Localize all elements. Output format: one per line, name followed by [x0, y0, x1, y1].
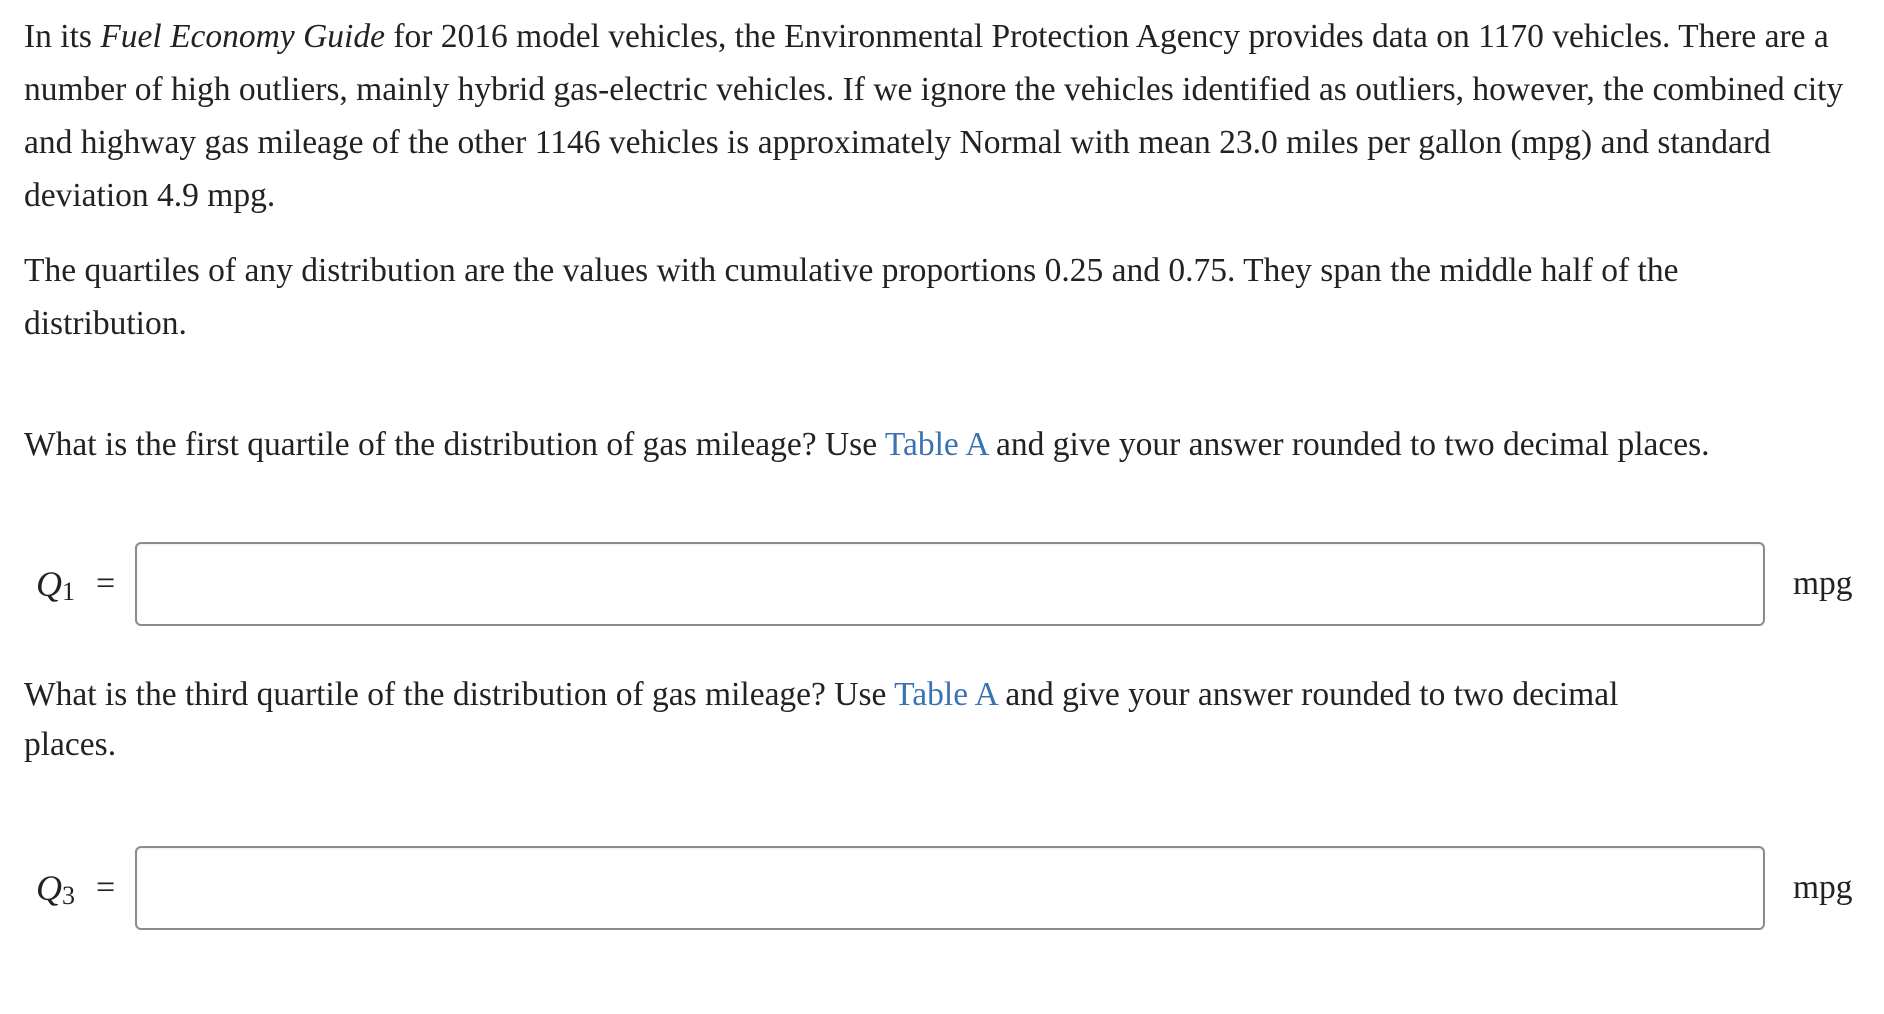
guide-title: Fuel Economy Guide — [100, 18, 385, 55]
q1-answer-input[interactable] — [135, 542, 1765, 626]
question1-text-start: What is the first quartile of the distribution of gas mileage? Use — [24, 426, 885, 463]
q3-label: $Q_3$ — [36, 868, 75, 910]
intro-text-start: In its — [24, 18, 101, 55]
table-a-link[interactable]: Table A — [894, 676, 997, 713]
table-a-link[interactable]: Table A — [884, 426, 988, 463]
question-first-quartile — [24, 418, 1874, 471]
q3-answer-input[interactable] — [135, 846, 1765, 930]
question-third-quartile — [24, 670, 1684, 770]
equals-sign: = — [96, 565, 116, 602]
answer-row-q1 — [0, 542, 1884, 626]
answer-row-q3 — [0, 846, 1884, 930]
intro-paragraph — [24, 10, 1854, 222]
question2-text-start: What is the third quartile of the distribution of gas mileage? Use — [24, 676, 895, 713]
q1-label: $Q_1$ — [36, 564, 75, 606]
q3-unit-label: mpg — [1793, 869, 1853, 906]
question1-text-end: and give your answer rounded to two decimal places. — [987, 426, 1710, 463]
quartile-definition-paragraph: The quartiles of any distribution are the values with cumulative proportions 0.25 and 0.75. They span the middle half of the distribution. — [24, 252, 1679, 342]
equals-sign: = — [96, 869, 116, 906]
question2-text-end: and give your answer rounded to two decimal places. — [24, 676, 1619, 763]
q1-unit-label: mpg — [1793, 565, 1853, 602]
intro-text-end: for 2016 model vehicles, the Environmental Protection Agency provides data on 1170 vehicles. There are a number of high outliers, mainly hybrid gas-electric vehicles. If we ignore the vehicles identified as outliers, however, the combined city and highway gas mileage of the other 1146 vehicles is approximately Normal with mean 23.0 miles per gallon (mpg) and standard deviation 4.9 mpg. — [24, 18, 1844, 214]
